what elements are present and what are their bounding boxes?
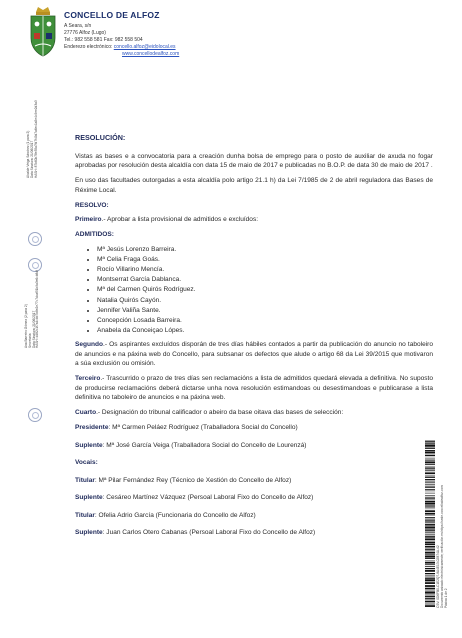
list-item: • Natalia Quirós Cayón. xyxy=(97,296,433,306)
list-item: • Rocío Villarino Mencía. xyxy=(97,265,433,275)
signature-strip-1 xyxy=(27,100,38,178)
phone-fax: Tel.: 982 558 581 Fax: 982 558 504 xyxy=(64,37,143,43)
barcode-bar xyxy=(425,554,435,555)
barcode-bar xyxy=(425,549,435,550)
list-item: • Concepción Losada Barreira. xyxy=(97,316,433,326)
list-item: • Mª Jesús Lorenzo Barreira. xyxy=(97,245,433,255)
cuarto-label: Cuarto xyxy=(75,409,97,417)
email-label: Enderezo electrónico: xyxy=(64,44,114,50)
strip2-line: Ana Barreiro Gómez (2 para 2) xyxy=(24,304,28,348)
verification-line: Páxina 1 de 2 xyxy=(443,588,448,608)
titular-text: : Ofelia Adrio García (Funcionaria do Concello de Alfoz) xyxy=(94,511,256,519)
terceiro-text: .- Trascurrido o prazo de tres días sen reclamacións a lista de admitidos quedará elevada a definitiva. No suposto de producirse reclamacións deberá dictarse unha nova resolución estimandoas ou desestimandoas e publicarase a lista definitiva no taboleiro de anuncios e na páxina web. xyxy=(75,375,433,402)
barcode-bar xyxy=(425,598,435,599)
barcode-bar xyxy=(425,588,435,590)
barcode-bar xyxy=(425,605,435,607)
doc-title: RESOLUCIÓN: xyxy=(75,133,126,142)
strip2-line: Data Sinatura: 21/06/2017 xyxy=(31,310,36,348)
address-line-2: 27776 Alfoz (Lugo) xyxy=(64,30,106,36)
verification-strip xyxy=(437,485,448,608)
list-item: • Mª del Carmen Quirós Rodríguez. xyxy=(97,285,433,295)
list-item: • Mª Celia Fraga Goás. xyxy=(97,255,433,265)
primeiro-label: Primeiro xyxy=(75,216,102,223)
strip2-line: Secretaria xyxy=(27,333,32,348)
titular-text: : Mª Pilar Fernández Rey (Técnico de Xestión do Concello de Alfoz) xyxy=(94,476,292,484)
presidente-row xyxy=(75,423,433,433)
barcode-bar xyxy=(425,601,435,603)
barcode-bar xyxy=(425,566,435,567)
list-item: • Jennifer Valiña Sante. xyxy=(97,306,433,316)
intro-paragraph: Vistas as bases e a convocatoria para a creación dunha bolsa de emprego para o posto de auxiliar de axuda no fogar aprobadas por resolución desta alcaldía con data 15 de maio de 2017 e publicadas no B.O.P. de data 30 de maio de 2017 . xyxy=(75,152,433,169)
cuarto-text: .- Designación do tribunal calificador o abeiro da base oitava das bases de selección: xyxy=(96,409,344,417)
powers-paragraph: En uso das facultades outorgadas a esta alcaldía polo artigo 21.1 h) da Lei 7/1985 de 2 de abril reguladora das Bases de Réxime Local. xyxy=(75,177,433,194)
strip2-line: HASH: d482c1f7a4cbb7b8e2e77c7dcaf51b9a3e6cb8df xyxy=(35,270,40,348)
admitidos-heading: ADMITIDOS: xyxy=(75,231,114,238)
admitted-list xyxy=(75,245,433,337)
primeiro-paragraph xyxy=(75,215,433,225)
barcode-bar xyxy=(425,570,435,572)
barcode-bar xyxy=(425,555,435,557)
barcode-bar xyxy=(425,573,435,574)
terceiro-label: Terceiro xyxy=(75,375,101,383)
barcode-bar xyxy=(425,585,435,587)
barcode-bar xyxy=(425,552,435,554)
suplente-label: Suplente xyxy=(75,494,103,502)
suplente-label: Suplente xyxy=(75,529,103,537)
barcode-bar xyxy=(425,591,435,592)
titular-label: Titular xyxy=(75,476,95,484)
address-line-1: A Seara, s/n xyxy=(64,23,92,29)
segundo-label: Segundo xyxy=(75,341,104,349)
suplente-text: : Juan Carlos Otero Cabanas (Persoal Laboral Fixo do Concello de Alfoz) xyxy=(102,529,316,537)
barcode-bar xyxy=(425,564,435,565)
list-item: • Montserrat García Dablanca. xyxy=(97,275,433,285)
suplente-row xyxy=(75,528,433,538)
municipal-crest-icon xyxy=(28,6,58,58)
suplente-text: : Cesáreo Martínez Vázquez (Persoal Laboral Fixo do Concello de Alfoz) xyxy=(102,494,314,502)
titular-row xyxy=(75,476,433,486)
barcode-bar xyxy=(425,582,435,584)
suplente-text: : Mª José García Veiga (Traballadora Social do Concello de Lourenzá) xyxy=(102,441,307,449)
segundo-text: .- Os aspirantes excluídos disporán de tres días hábiles contados a partir da publicación do anuncio no taboleiro de anuncios e na páxina web do Concello, para subsanar os defectos que alude o artigo 68 da Lei 39/2015 que motivaron a súa exclusión ou omisión. xyxy=(75,341,433,368)
barcode-bar xyxy=(425,578,435,579)
barcode-bar xyxy=(425,558,435,559)
cuarto-paragraph xyxy=(75,408,433,418)
barcode-bar xyxy=(425,579,435,581)
barcode-bar xyxy=(425,562,435,564)
document-body xyxy=(75,133,433,546)
org-title: CONCELLO DE ALFOZ xyxy=(64,10,160,20)
barcode-bar xyxy=(425,568,435,569)
suplente-row xyxy=(75,493,433,503)
primeiro-text: .- Aprobar a lista provisional de admitidos e excluídos: xyxy=(101,216,259,223)
barcode-bar xyxy=(425,592,435,594)
email-link[interactable]: concello.alfoz@eidolocal.es xyxy=(113,44,176,50)
suplente-row xyxy=(75,441,433,451)
email-line xyxy=(64,44,176,50)
suplente-label: Suplente xyxy=(75,441,103,449)
barcode-bar xyxy=(425,546,435,548)
titular-label: Titular xyxy=(75,511,95,519)
presidente-label: Presidente xyxy=(75,424,109,432)
vocais-heading: Vocais: xyxy=(75,459,98,467)
barcode-bar xyxy=(425,576,435,577)
verification-line: Documento asinado electrónicamente; verificación en https://sede.concellodealfoz.com xyxy=(439,485,444,608)
barcode-bar xyxy=(425,596,435,597)
strip1-line: HASH: 87b60b78e35a7fd7f49d7a6ec1a5e4c9ee2d3a3 xyxy=(33,100,38,178)
terceiro-paragraph xyxy=(75,374,433,403)
segundo-paragraph xyxy=(75,340,433,369)
website-link[interactable]: www.concellodealfoz.com xyxy=(122,51,180,57)
strip1-line: Data Sinatura: 21/06/2017 xyxy=(29,140,34,178)
signature-strip-2 xyxy=(25,270,40,348)
seal-icon xyxy=(28,232,42,246)
seal-icon xyxy=(28,408,42,422)
strip1-line: Alcalde Veiga Sánchez (1 para 2) xyxy=(26,130,30,178)
verification-line: CSV: 0D6FB0-C1E2Q7-8A4E13-02B74A-42 xyxy=(436,545,440,608)
presidente-text: : Mª Carmen Peláez Rodríguez (Traballadora Social do Concello) xyxy=(108,424,298,432)
titular-row xyxy=(75,511,433,521)
resolvo-heading: RESOLVO: xyxy=(75,201,109,209)
list-item: • Anabela da Conceiçao Lópes. xyxy=(97,326,433,336)
